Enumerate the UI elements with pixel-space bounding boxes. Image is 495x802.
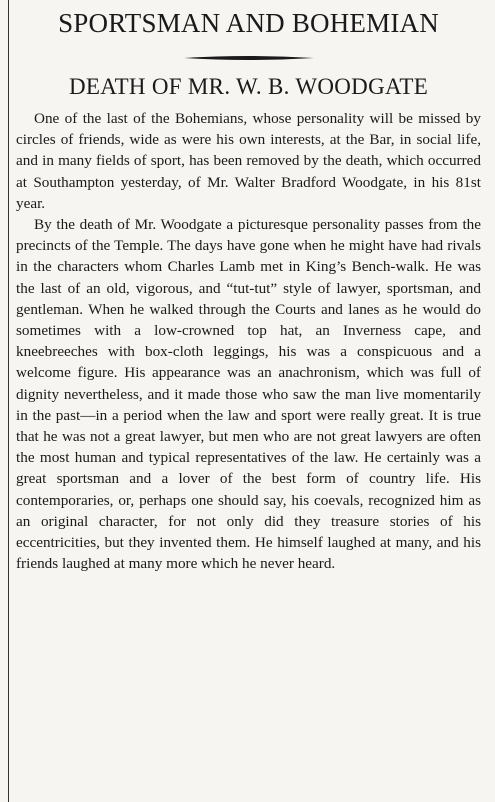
subheadline: DEATH OF MR. W. B. WOODGATE xyxy=(68,74,429,99)
paragraph-2: By the death of Mr. Woodgate a picturesque personality passes from the precincts of the Temple. The days have gone when he might have had rivals in the characters whom Charles Lamb met in King’s Bench-walk. He was the last of an old, vigorous, and “tut-tut” style of lawyer, sportsman, and gentleman. When he walked through the Courts and lanes as he would do sometimes with a low-crowned top hat, an Inverness cape, and kneebreeches with box-cloth leggings, his was a conspicuous and a welcome figure. His appearance was an anachronism, which was full of dignity nevertheless, and it made those who saw the man live momentarily in the past—in a period when the law and sport were really great. It is true that he was not a great lawyer, but men who are not great lawyers are often the most human and typical representatives of the law. He certainly was a great sportsman and a lover of the best form of country life. His contemporaries, or, perhaps one should say, his coevals, recognized him as an original character, for not only did they treasure stories of his eccentricities, but they invented them. He himself laughed at many, and his friends laughed at many more which he never heard. xyxy=(16,216,481,573)
headline: SPORTSMAN AND BOHEMIAN xyxy=(58,8,439,38)
article-body xyxy=(16,108,481,574)
paragraph-1: One of the last of the Bohemians, whose personality will be missed by circles of friends, wide as were his own interests, at the Bar, in social life, and in many fields of sport, has been removed by the death, which occurred at Southampton yesterday, of Mr. Walter Bradford Woodgate, in his 81st year. xyxy=(16,110,481,212)
ornament-rule-icon xyxy=(184,54,314,62)
column-rule xyxy=(8,0,9,802)
ornament-divider xyxy=(16,54,481,62)
